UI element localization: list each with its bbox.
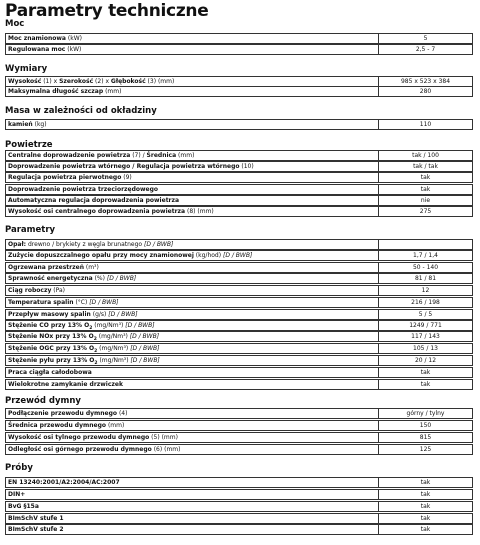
section-heading: Próby [5, 463, 33, 473]
spec-label: Stężenie pyłu przy 13% $O_2$ (mg/Nm³) [D / BWB] [6, 356, 379, 366]
spec-label: Stężenie OGC przy 13% $O_2$ (mg/Nm³) [D / BWB] [6, 344, 379, 354]
spec-label: Ciąg roboczy (Pa) [6, 286, 379, 296]
spec-value: 1,7 / 1,4 [379, 251, 473, 261]
spec-label: Automatyczna regulacja doprowadzenia powietrza [6, 196, 379, 206]
spec-row [5, 444, 473, 455]
spec-value: 216 / 198 [379, 298, 473, 308]
spec-label: Ogrzewana przestrzeń (m³) [6, 263, 379, 273]
spec-value: 5 / 5 [379, 310, 473, 320]
spec-row [5, 86, 473, 97]
spec-value: tak / tak [379, 162, 473, 172]
spec-value: tak [379, 173, 473, 183]
spec-row [5, 262, 473, 273]
spec-row [5, 420, 473, 431]
spec-value: 105 / 13 [379, 344, 473, 354]
section-heading: Parametry [5, 225, 56, 235]
section-heading: Przewód dymny [5, 396, 81, 406]
spec-value: 20 / 12 [379, 356, 473, 366]
spec-row [5, 513, 473, 524]
spec-value: 150 [379, 421, 473, 431]
spec-row [5, 250, 473, 261]
spec-value: 2,5 - 7 [379, 45, 473, 55]
spec-value: tak [379, 368, 473, 378]
spec-value: tak [379, 514, 473, 524]
spec-row [5, 172, 473, 183]
spec-value: 110 [379, 120, 473, 130]
spec-row [5, 379, 473, 390]
spec-row [5, 432, 473, 443]
page-title: Parametry techniczne [5, 1, 209, 21]
spec-value: 1249 / 771 [379, 321, 473, 331]
spec-value: górny / tylny [379, 409, 473, 419]
spec-row [5, 195, 473, 206]
spec-row [5, 44, 473, 55]
spec-label: DIN+ [6, 490, 379, 500]
spec-label: Sprawność energetyczna (%) [D / BWB] [6, 274, 379, 284]
spec-label: BvG §15a [6, 502, 379, 512]
spec-label: Wysokość osi tylnego przewodu dymnego (5) (mm) [6, 433, 379, 443]
spec-value: tak [379, 478, 473, 488]
spec-label: Stężenie CO przy 13% $O_2$ (mg/Nm³) [D / BWB] [6, 321, 379, 331]
spec-row [5, 524, 473, 535]
section-heading: Powietrze [5, 140, 53, 150]
spec-row [5, 489, 473, 500]
section-heading: Masa w zależności od okładziny [5, 106, 157, 116]
spec-value: 12 [379, 286, 473, 296]
spec-row [5, 285, 473, 296]
spec-row [5, 239, 473, 250]
spec-value: 280 [379, 87, 473, 97]
spec-value: 81 / 81 [379, 274, 473, 284]
spec-value: 985 x 523 x 384 [379, 77, 473, 87]
section-heading: Wymiary [5, 64, 48, 74]
spec-row [5, 367, 473, 378]
spec-value: tak [379, 185, 473, 195]
spec-value: tak [379, 490, 473, 500]
spec-row [5, 355, 473, 366]
spec-label: BImSchV stufe 2 [6, 525, 379, 535]
spec-label: Regulowana moc (kW) [6, 45, 379, 55]
spec-row [5, 161, 473, 172]
spec-row [5, 477, 473, 488]
spec-value: 125 [379, 445, 473, 455]
spec-value [379, 240, 473, 250]
spec-label: Moc znamionowa (kW) [6, 34, 379, 44]
spec-row [5, 273, 473, 284]
spec-row [5, 184, 473, 195]
spec-label: Maksymalna długość szczap (mm) [6, 87, 379, 97]
section-heading: Moc [5, 19, 25, 29]
spec-label: Doprowadzenie powietrza trzeciorzędowego [6, 185, 379, 195]
spec-label: Podłączenie przewodu dymnego (4) [6, 409, 379, 419]
spec-value: tak / 100 [379, 151, 473, 161]
spec-row [5, 331, 473, 342]
spec-label: Zużycie dopuszczalnego opału przy mocy znamionowej (kg/hod) [D / BWB] [6, 251, 379, 261]
spec-label: Doprowadzenie powietrza wtórnego / Regulacja powietrza wtórnego (10) [6, 162, 379, 172]
spec-label: Wysokość (1) x Szerokość (2) x Głębokość (3) (mm) [6, 77, 379, 87]
spec-label: Przepływ masowy spalin (g/s) [D / BWB] [6, 310, 379, 320]
spec-value: tak [379, 525, 473, 535]
spec-row [5, 309, 473, 320]
spec-label: EN 13240:2001/A2:2004/AC:2007 [6, 478, 379, 488]
spec-row [5, 320, 473, 331]
spec-value: nie [379, 196, 473, 206]
spec-label: Opał: drewno / brykiety z węgla brunatnego [D / BWB] [6, 240, 379, 250]
spec-row [5, 150, 473, 161]
spec-row [5, 408, 473, 419]
spec-label: Wielokrotne zamykanie drzwiczek [6, 380, 379, 390]
spec-label: Odległość osi górnego przewodu dymnego (6) (mm) [6, 445, 379, 455]
spec-row [5, 297, 473, 308]
spec-label: Średnica przewodu dymnego (mm) [6, 421, 379, 431]
spec-label: kamień (kg) [6, 120, 379, 130]
spec-value: 50 - 140 [379, 263, 473, 273]
spec-label: BImSchV stufe 1 [6, 514, 379, 524]
spec-value: 5 [379, 34, 473, 44]
spec-value: tak [379, 502, 473, 512]
spec-label: Praca ciągła całodobowa [6, 368, 379, 378]
spec-value: 815 [379, 433, 473, 443]
spec-row [5, 206, 473, 217]
spec-label: Wysokość osi centralnego doprowadzenia powietrza (8) (mm) [6, 207, 379, 217]
spec-label: Stężenie NOx przy 13% $O_2$ (mg/Nm³) [D / BWB] [6, 332, 379, 342]
spec-label: Temperatura spalin (°C) [D / BWB] [6, 298, 379, 308]
spec-value: 275 [379, 207, 473, 217]
spec-row [5, 501, 473, 512]
spec-value: 117 / 143 [379, 332, 473, 342]
spec-label: Centralne doprowadzenie powietrza (7) / Średnica (mm) [6, 151, 379, 161]
spec-row [5, 343, 473, 354]
spec-label: Regulacja powietrza pierwotnego (9) [6, 173, 379, 183]
spec-value: tak [379, 380, 473, 390]
spec-row [5, 33, 473, 44]
spec-row [5, 119, 473, 130]
